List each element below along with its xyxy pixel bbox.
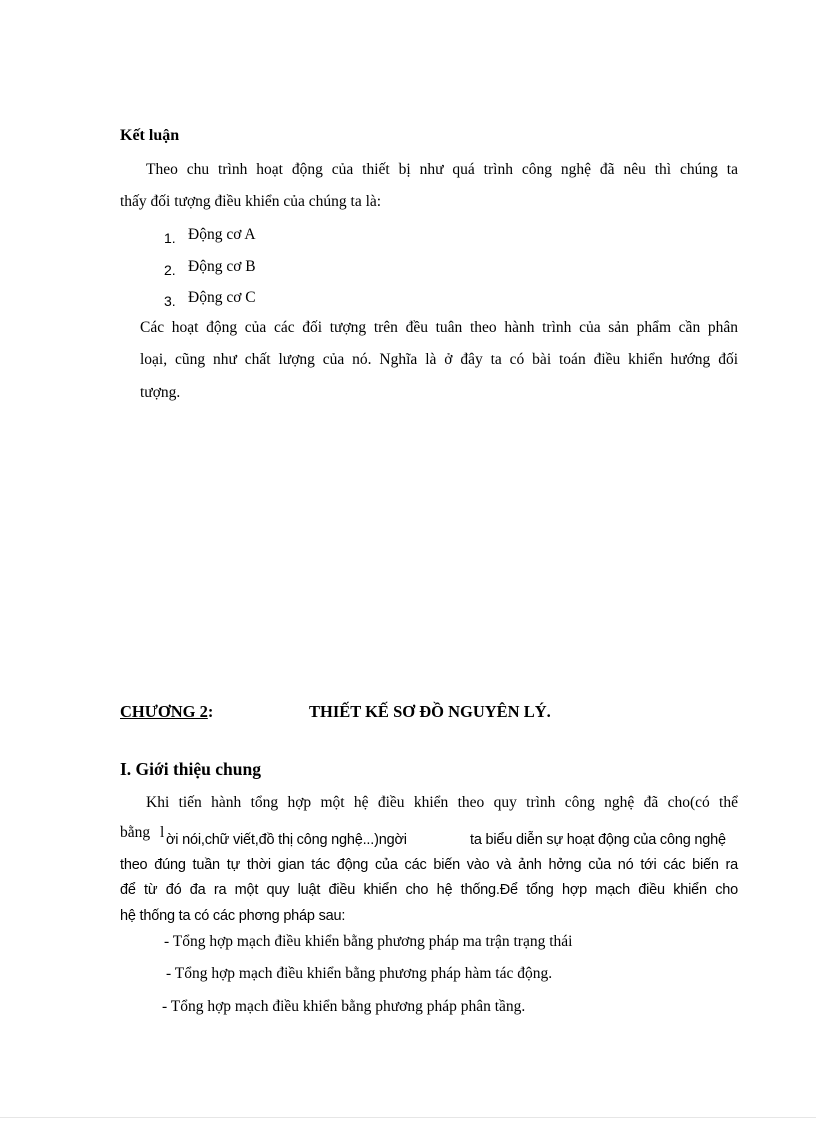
conclusion-para-line-3: tượng. <box>140 384 181 401</box>
list-item-number: 1. <box>164 230 176 246</box>
page-edge-divider <box>0 1117 816 1118</box>
section-line-2c: ời nói,chữ viết,đồ thị công nghệ...)ngời <box>166 832 407 848</box>
conclusion-title: Kết luận <box>120 127 180 144</box>
section-line-1: Khi tiến hành tổng hợp một hệ điều khiển theo quy trình công nghệ đã cho(có thể <box>146 794 738 811</box>
section-title: I. Giới thiệu chung <box>120 759 261 779</box>
chapter-heading <box>120 702 213 722</box>
section-line-4: để từ đó đa ra một quy luật điều khiển cho hệ thống.Để tổng hợp mạch điều khiển cho <box>120 882 738 898</box>
conclusion-intro-line-1: Theo chu trình hoạt động của thiết bị như quá trình công nghệ đã nêu thì chúng ta <box>146 161 738 178</box>
section-line-2 <box>120 823 740 849</box>
method-item: - Tổng hợp mạch điều khiển bằng phương pháp hàm tác động. <box>166 965 553 982</box>
conclusion-para-line-1: Các hoạt động của các đối tượng trên đều tuân theo hành trình của sản phẩm cần phân <box>140 319 738 336</box>
list-item-label: Động cơ A <box>188 226 256 243</box>
conclusion-para-line-2: loại, cũng như chất lượng của nó. Nghĩa là ở đây ta có bài toán điều khiển hướng đối <box>140 351 738 368</box>
list-item-number: 2. <box>164 262 176 278</box>
chapter-label: CHƯƠNG 2 <box>120 702 208 721</box>
section-line-2d: ta biểu diễn sự hoạt động của công nghệ <box>470 832 726 848</box>
section-line-2b: l <box>160 824 165 841</box>
chapter-colon: : <box>207 702 214 721</box>
conclusion-intro-line-2: thấy đối tượng điều khiển của chúng ta là: <box>120 193 382 210</box>
method-item: - Tổng hợp mạch điều khiển bằng phương pháp phân tầng. <box>162 998 526 1015</box>
list-item-number: 3. <box>164 293 176 309</box>
section-line-5: hệ thống ta có các phơng pháp sau: <box>120 908 346 924</box>
chapter-title: THIẾT KẾ SƠ ĐỒ NGUYÊN LÝ. <box>309 702 551 721</box>
list-item-label: Động cơ B <box>188 258 256 275</box>
list-item-label: Động cơ C <box>188 289 256 306</box>
section-line-2a: bằng <box>120 824 151 841</box>
section-line-3: theo đúng tuần tự thời gian tác động của các biến vào và ảnh hởng của nó tới các biến ra <box>120 857 738 873</box>
method-item: - Tổng hợp mạch điều khiển bằng phương pháp ma trận trạng thái <box>164 933 573 950</box>
